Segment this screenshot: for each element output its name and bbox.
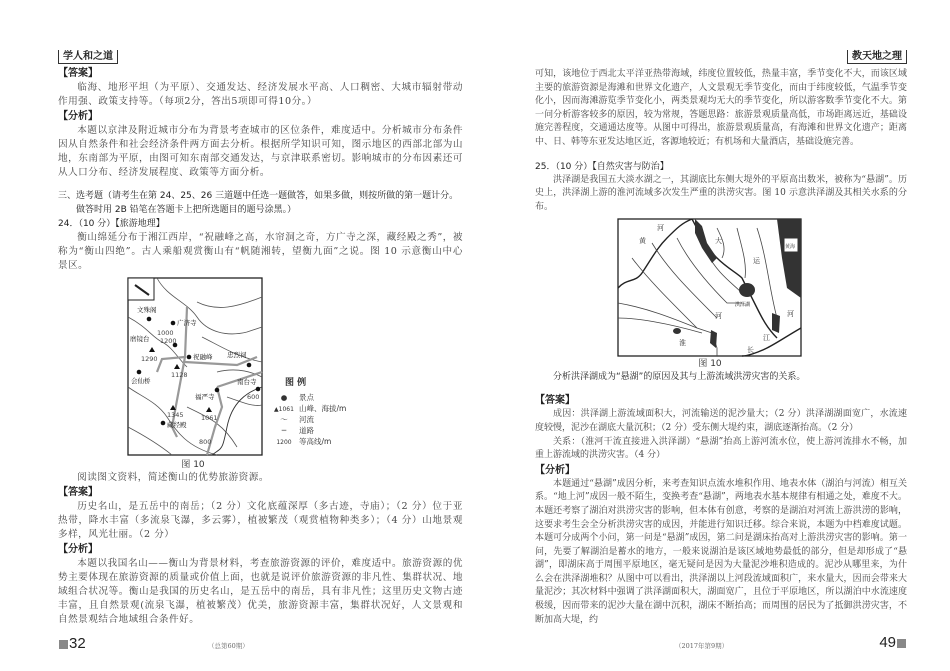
map-label: 大 xyxy=(715,237,722,246)
legend-title: 图 例 xyxy=(285,378,307,388)
map-label: 洪泽湖 xyxy=(735,302,751,309)
road-icon: ━ xyxy=(281,426,287,435)
analysis-tag: 【分析】 xyxy=(535,464,575,476)
legend-label: 景点 xyxy=(299,393,314,402)
answer-p1: 成因：洪泽湖上游流域面积大，河流输送的泥沙量大；（2 分）洪泽湖湖面宽广，水流速度较慢，泥沙在湖底大量沉积；（2 分）受东侧大堤约束，湖底逐渐抬高。（2 分） xyxy=(535,409,907,433)
map-label: 江 xyxy=(763,334,770,343)
page-number-left: 32 xyxy=(58,635,86,652)
analysis-text: 本题以我国名山——衡山为背景材料，考查旅游资源的评价，难度适中。旅游资源的优势主要体现在旅游资源的质量或价值上面，也就是说评价旅游资源的非凡性、集群状况、地域组合状况等。衡山是我国的历史名山，是五岳中的南岳，具有非凡性；这里历史文物古迹丰富，且自然景观(流泉飞瀑，植被繁茂）优美，旅游资源丰富，集群状况好，人文景观和自然景观结合地域组合条件好。 xyxy=(58,558,463,625)
analysis-tag: 【分析】 xyxy=(58,111,98,122)
page-marker-icon xyxy=(59,640,68,649)
svg-text:1200: 1200 xyxy=(160,337,177,345)
svg-text:1290: 1290 xyxy=(141,355,158,363)
svg-text:南台寺: 南台寺 xyxy=(237,378,257,386)
svg-text:600: 600 xyxy=(247,393,260,401)
right-page xyxy=(535,44,907,655)
svg-text:广济寺: 广济寺 xyxy=(177,319,197,327)
page-marker-icon xyxy=(897,639,906,648)
contour-icon: 1200 xyxy=(276,439,292,446)
svg-text:文殊阁: 文殊阁 xyxy=(137,306,157,314)
section-note: 做答时用 2B 铅笔在答题卡上把所选题目的题号涂黑。） xyxy=(76,205,297,215)
q25-title: 25．（10 分）【自然灾害与防治】 xyxy=(535,161,669,172)
svg-text:藏经殿: 藏经殿 xyxy=(167,421,187,429)
map-label: 长 xyxy=(747,346,754,355)
section-title: 三、选考题（请考生在第 24、25、26 三道题中任选一题做答，如果多做，则按所做的第一题计分。 xyxy=(58,191,459,201)
left-page xyxy=(58,44,463,655)
answer-text: 历史名山，是五岳中的南岳；（2 分）文化底蕴深厚（多古迹，寺庙）；（2 分）位于亚热带，降水丰富（多流泉飞瀑，多云雾），植被繁茂（观赏植物种类多）；（4 分）山地景观多样，风光壮丽。（2 分） xyxy=(58,501,463,540)
svg-text:1345: 1345 xyxy=(167,411,184,419)
answer-tag: 【答案】 xyxy=(58,68,98,79)
map-label: 淮 xyxy=(679,339,686,348)
analysis-text: 本题通过“悬湖”成因分析，来考查知识点流水堆积作用、地表水体（湖泊与河流）相互关系。“地上河”成因一般不陌生，变换考查“悬湖”，两地表水基本规律有相通之处，难度不大。本题还考察了湖泊对洪涝灾害的影响，但本体有创意，考察的是湖泊对河流上游洪涝的影响，这要求考生会全分析洪涝灾害的成因，并能进行知识迁移。综合来说，本题为中档难度试题。本题可分成两个小问，第一问是“悬湖”成因，第二问是湖床抬高对上游洪涝灾害的影响。第一问，先要了解湖泊是蓄水的地方，一般来说湖泊是该区域地势最低的部分，但是却形成了“悬湖”，即湖床高于周围平原地区，毫无疑问是因为大量泥沙堆积造成的。泥沙从哪里来，为什么会在洪泽湖堆积？从图中可以看出，洪泽湖以上河段流域面积广，来水量大，因而会带来大量泥沙；其次材料中强调了洪泽湖面积大，湖面宽广，且位于平原地区，所以湖泊中水流速度极缓，因而带来的泥沙大量在湖中沉积，湖床不断抬高；而周围的居民为了抵御洪涝灾害，不断加高大堤，约 xyxy=(535,478,907,625)
svg-text:800: 800 xyxy=(199,438,212,446)
answer-tag: 【答案】 xyxy=(535,395,575,407)
answer-p2: 关系：（淮河干流直接进入洪泽湖）“悬湖”抬高上游河流水位，使上游河流排水不畅，加重上游流域的洪涝灾害。（4 分） xyxy=(535,436,907,461)
footer-right: （2017年第9期） xyxy=(675,642,729,651)
map-caption: 图 10 xyxy=(698,359,722,370)
hongze-map xyxy=(617,218,802,358)
map-label: 黄海 xyxy=(785,244,796,251)
hengshan-map xyxy=(127,277,377,459)
map-legend xyxy=(269,392,346,447)
map-label: 黄 xyxy=(639,237,646,246)
q24-question: 阅读图文资料，简述衡山的优势旅游资源。 xyxy=(77,472,269,483)
continued-text: 可知，该地位于西北太平洋亚热带海域，纬度位置较低，热量丰富，季节变化不大，而该区域主要的旅游资源是海滩和世界文化遗产，人文景观无季节变化，而由于纬度较低，气温季节变化小，因而海滩游览季节变化小，两类景观均无大的季节变化，所以游客数季节变化不大。第一问分析游客较多的原因，较为常规，答题思路：旅游景观质量高低，市场距离远近，基础设施完善程度，交通通达度等。从图中可得出，旅游景观质量高，有海滩和世界文化遗产；距离中、日、韩等东亚发达地区近，客源地较近；有机场和大量酒店，基础设施完善。 xyxy=(535,69,907,147)
svg-text:1061: 1061 xyxy=(201,414,218,422)
analysis-tag: 【分析】 xyxy=(58,544,98,555)
map-label: 河 xyxy=(657,224,664,233)
q24-title: 24．（10 分）【旅游地理】 xyxy=(58,219,165,229)
svg-text:忠烈祠: 忠烈祠 xyxy=(227,351,247,359)
answer-tag: 【答案】 xyxy=(58,487,98,498)
river-icon: 〜 xyxy=(280,415,288,424)
legend-label: 等高线/m xyxy=(299,437,332,446)
peak-icon: ▲1061 xyxy=(274,406,294,413)
dot-icon: ● xyxy=(280,393,288,402)
q25-question: 分析洪泽湖成为“悬湖”的原因及其与上游流域洪涝灾害的关系。 xyxy=(553,372,806,383)
svg-text:磨镜台: 磨镜台 xyxy=(130,335,150,343)
map-label: 运 xyxy=(753,257,760,266)
svg-text:1000: 1000 xyxy=(157,329,174,337)
legend-label: 山峰、海拔/m xyxy=(299,404,347,413)
map-caption: 图 10 xyxy=(181,460,205,470)
svg-text:福严寺: 福严寺 xyxy=(195,393,215,401)
svg-text:祝融峰: 祝融峰 xyxy=(193,353,213,361)
left-page-footer xyxy=(58,633,463,655)
page-number-right: 49 xyxy=(879,633,907,653)
svg-text:1128: 1128 xyxy=(171,371,188,379)
analysis-text: 本题以京津及附近城市分布为背景考查城市的区位条件，难度适中。分析城市分布条件因从自然条件和社会经济条件两方面去分析。根据所学知识可知，图示地区的西部北部为山地，东南部为平原，由图可知东南部交通发达，与京津联系密切。影响城市的分布因素还可从人口分布、经济发展程度、政策等方面分析。 xyxy=(58,125,463,178)
q25-text: 洪泽湖是我国五大淡水湖之一，其湖底比东侧大堤外的平原高出数米，被称为“悬湖”。历史上，洪泽湖上游的淮河流域多次发生严重的洪涝灾害。图 10 示意洪泽湖及其相关水系的分布。 xyxy=(535,174,907,212)
right-page-footer xyxy=(535,633,907,655)
legend-label: 道路 xyxy=(299,426,314,435)
legend-label: 河流 xyxy=(299,415,314,424)
left-page-header: 学人和之道 xyxy=(58,50,118,64)
right-page-header: 教天地之理 xyxy=(847,50,907,64)
q24-text: 衡山绵延分布于湘江西岸，“祝融峰之高，水帘洞之奇，方广寺之深，藏经殿之秀”，被称为“衡山四绝”。古人乘船观赏衡山有“帆随湘转，望衡九面”之说。图 10 示意衡山中心景区。 xyxy=(58,232,463,271)
map-label: 河 xyxy=(715,312,722,321)
svg-text:会仙桥: 会仙桥 xyxy=(131,377,151,385)
map-label: 河 xyxy=(787,310,794,319)
footer-left: （总第60期） xyxy=(208,642,249,650)
answer-text: 临海、地形平坦（为平原）、交通发达、经济发展水平高、人口稠密、大城市辐射带动作用强、政策支持等。（每项2分，答出5项即可得10分。） xyxy=(58,82,463,107)
